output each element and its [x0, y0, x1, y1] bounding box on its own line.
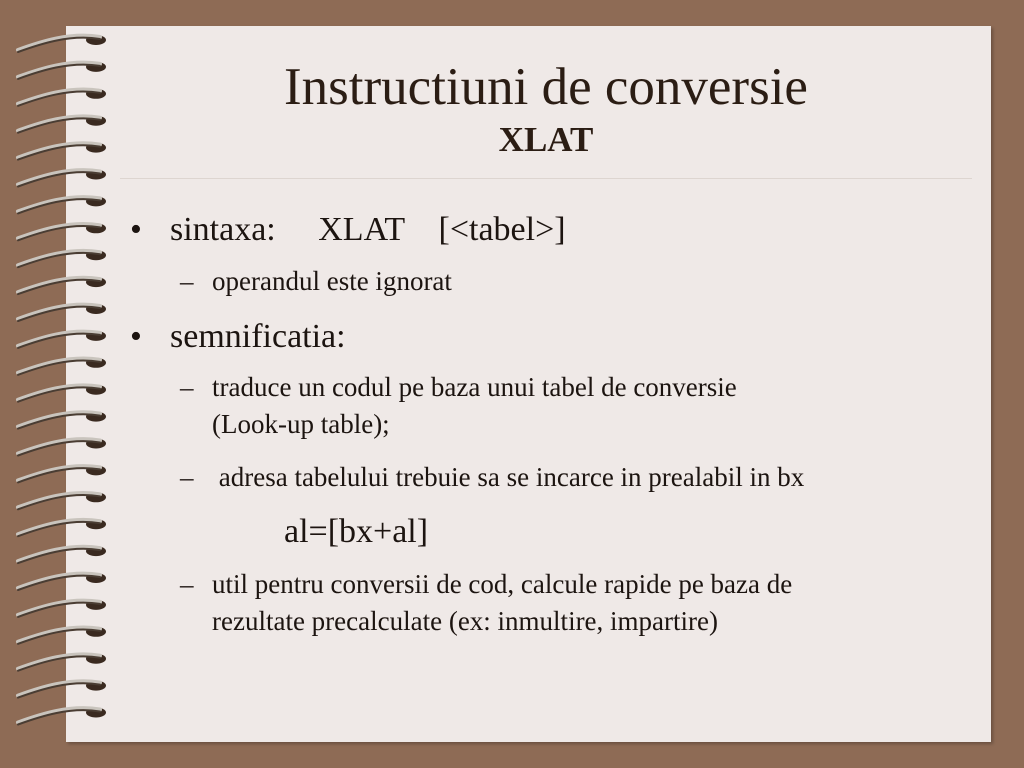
spiral-coil	[18, 331, 106, 348]
dash-mark: –	[180, 372, 194, 402]
spiral-coil	[18, 170, 106, 187]
slide-title: Instructiuni de conversie	[284, 58, 808, 116]
spiral-coil	[18, 465, 106, 482]
dash-mark: –	[180, 462, 194, 492]
formula-text: al=[bx+al]	[284, 513, 429, 550]
title-divider	[120, 178, 972, 179]
sub-bullet-text: operandul este ignorat	[212, 266, 452, 296]
spiral-coil	[18, 519, 106, 536]
bullet-text: semnificatia:	[170, 318, 346, 355]
spiral-coil	[18, 196, 106, 213]
spiral-coil	[18, 492, 106, 509]
dash-mark: –	[180, 569, 194, 599]
spiral-coil	[18, 277, 106, 294]
sub-bullet-text: adresa tabelului trebuie sa se incarce in prealabil in bx	[212, 462, 805, 492]
spiral-coil	[18, 358, 106, 375]
spiral-coil	[18, 681, 106, 698]
spiral-coil	[18, 573, 106, 590]
spiral-coil	[18, 654, 106, 671]
sub-bullet-line-1: traduce un codul pe baza unui tabel de conversie	[212, 372, 737, 402]
bullet-mark: •	[130, 211, 142, 248]
spiral-coil	[18, 250, 106, 267]
spiral-coil	[18, 412, 106, 429]
bullet-text: sintaxa: XLAT [<tabel>]	[170, 211, 566, 248]
sub-bullet-line-1: util pentru conversii de cod, calcule rapide pe baza de	[212, 569, 793, 599]
dash-mark: –	[180, 266, 194, 296]
sub-bullet-line-2: (Look-up table);	[212, 409, 390, 439]
spiral-coil	[18, 627, 106, 644]
spiral-coil	[18, 546, 106, 563]
bullet-mark: •	[130, 318, 142, 355]
spiral-coil	[18, 35, 106, 52]
sub-bullet-line-2: rezultate precalculate (ex: inmultire, impartire)	[212, 606, 718, 636]
slide-subtitle: XLAT	[498, 120, 594, 159]
spiral-coil	[18, 304, 106, 321]
spiral-coil	[18, 439, 106, 456]
spiral-coil	[18, 223, 106, 240]
spiral-coil	[18, 385, 106, 402]
spiral-coil	[18, 600, 106, 617]
spiral-coil	[18, 708, 106, 725]
